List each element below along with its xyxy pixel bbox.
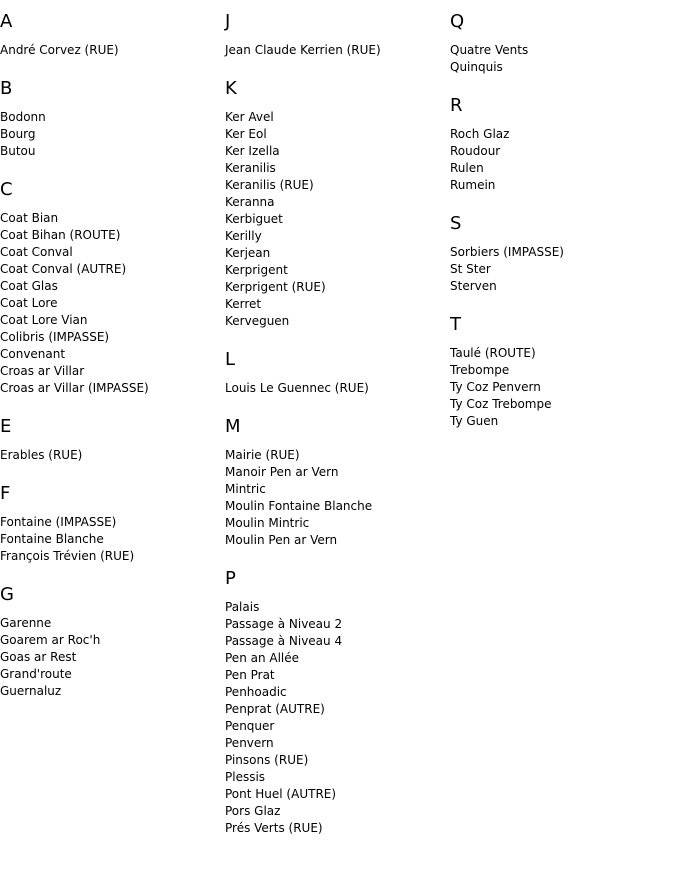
street-link[interactable]: Mintric — [225, 482, 266, 496]
street-link[interactable]: Coat Conval — [0, 245, 73, 259]
street-link[interactable]: Pont Huel (AUTRE) — [225, 787, 337, 801]
street-link[interactable]: Penquer — [225, 719, 275, 733]
street-link[interactable]: Roch Glaz — [450, 127, 510, 141]
street-link[interactable]: Manoir Pen ar Vern — [225, 465, 339, 479]
street-list — [0, 210, 220, 397]
street-link[interactable]: Fontaine (IMPASSE) — [0, 515, 117, 529]
street-list — [225, 42, 445, 59]
street-link[interactable]: Coat Lore — [0, 296, 58, 310]
letter-group — [450, 12, 670, 76]
street-link[interactable]: Pen an Allée — [225, 651, 300, 665]
letter-group — [0, 585, 220, 700]
street-link[interactable]: Mairie (RUE) — [225, 448, 300, 462]
street-link[interactable]: Passage à Niveau 2 — [225, 617, 343, 631]
street-link[interactable]: Moulin Pen ar Vern — [225, 533, 338, 547]
letter-group — [450, 315, 670, 430]
street-list — [450, 42, 670, 76]
street-link[interactable]: Plessis — [225, 770, 266, 784]
street-link[interactable]: André Corvez (RUE) — [0, 43, 119, 57]
letter-group — [225, 350, 445, 397]
letter-heading: L — [225, 349, 236, 370]
letter-heading: Q — [450, 11, 465, 32]
letter-heading: J — [225, 11, 231, 32]
letter-group — [0, 180, 220, 397]
letter-group — [0, 12, 220, 59]
street-link[interactable]: Ker Avel — [225, 110, 274, 124]
street-link[interactable]: Coat Bian — [0, 211, 59, 225]
street-link[interactable]: Keranilis (RUE) — [225, 178, 314, 192]
street-link[interactable]: Kerbiguet — [225, 212, 283, 226]
street-link[interactable]: Palais — [225, 600, 260, 614]
street-link[interactable]: Croas ar Villar — [0, 364, 85, 378]
street-link[interactable]: Erables (RUE) — [0, 448, 83, 462]
street-link[interactable]: Penvern — [225, 736, 274, 750]
street-link[interactable]: Moulin Fontaine Blanche — [225, 499, 373, 513]
street-link[interactable]: Pen Prat — [225, 668, 275, 682]
street-link[interactable]: Prés Verts (RUE) — [225, 821, 323, 835]
street-index-column — [0, 12, 220, 720]
street-link[interactable]: Passage à Niveau 4 — [225, 634, 343, 648]
street-link[interactable]: Kerprigent (RUE) — [225, 280, 326, 294]
street-link[interactable]: Ty Coz Penvern — [450, 380, 541, 394]
letter-heading: F — [0, 483, 11, 504]
letter-heading: C — [0, 179, 13, 200]
street-link[interactable]: Jean Claude Kerrien (RUE) — [225, 43, 381, 57]
street-link[interactable]: Croas ar Villar (IMPASSE) — [0, 381, 149, 395]
street-link[interactable]: Rumein — [450, 178, 496, 192]
street-link[interactable]: Kerprigent — [225, 263, 288, 277]
street-link[interactable]: Ker Izella — [225, 144, 280, 158]
street-link[interactable]: Kerjean — [225, 246, 271, 260]
letter-heading: K — [225, 78, 237, 99]
street-link[interactable]: Louis Le Guennec (RUE) — [225, 381, 369, 395]
street-link[interactable]: Coat Bihan (ROUTE) — [0, 228, 121, 242]
street-link[interactable]: Convenant — [0, 347, 66, 361]
street-link[interactable]: Kerret — [225, 297, 262, 311]
street-list — [225, 380, 445, 397]
street-link[interactable]: Ty Coz Trebompe — [450, 397, 552, 411]
street-link[interactable]: Colibris (IMPASSE) — [0, 330, 110, 344]
street-link[interactable]: Ty Guen — [450, 414, 499, 428]
street-link[interactable]: Penhoadic — [225, 685, 287, 699]
letter-heading: S — [450, 213, 462, 234]
street-index-column — [450, 12, 670, 450]
street-link[interactable]: Quinquis — [450, 60, 503, 74]
street-link[interactable]: Bodonn — [0, 110, 46, 124]
letter-group — [450, 214, 670, 295]
letter-heading: B — [0, 78, 13, 99]
street-link[interactable]: Sterven — [450, 279, 497, 293]
street-link[interactable]: St Ster — [450, 262, 491, 276]
street-list — [450, 244, 670, 295]
letter-heading: R — [450, 95, 463, 116]
street-link[interactable]: Grand'route — [0, 667, 72, 681]
street-list — [0, 447, 220, 464]
letter-heading: E — [0, 416, 12, 437]
street-list — [0, 615, 220, 700]
street-link[interactable]: Goas ar Rest — [0, 650, 77, 664]
street-link[interactable]: Coat Lore Vian — [0, 313, 88, 327]
street-link[interactable]: Pinsons (RUE) — [225, 753, 309, 767]
street-link[interactable]: Butou — [0, 144, 36, 158]
street-link[interactable]: Trebompe — [450, 363, 510, 377]
street-list — [450, 126, 670, 194]
street-link[interactable]: Fontaine Blanche — [0, 532, 104, 546]
street-link[interactable]: Bourg — [0, 127, 36, 141]
letter-heading: M — [225, 416, 241, 437]
street-link[interactable]: Kerveguen — [225, 314, 290, 328]
street-list — [225, 447, 445, 549]
street-list — [0, 109, 220, 160]
street-link[interactable]: Roudour — [450, 144, 501, 158]
letter-group — [0, 417, 220, 464]
letter-group — [0, 79, 220, 160]
street-link[interactable]: Keranilis — [225, 161, 276, 175]
street-link[interactable]: Penprat (AUTRE) — [225, 702, 325, 716]
street-list — [450, 345, 670, 430]
letter-group — [225, 569, 445, 837]
street-link[interactable]: Taulé (ROUTE) — [450, 346, 536, 360]
street-link[interactable]: Coat Glas — [0, 279, 58, 293]
street-link[interactable]: Goarem ar Roc'h — [0, 633, 101, 647]
letter-group — [450, 96, 670, 194]
street-index-column — [225, 12, 445, 857]
street-list — [225, 109, 445, 330]
letter-group — [225, 417, 445, 549]
street-link[interactable]: Kerilly — [225, 229, 262, 243]
letter-heading: P — [225, 568, 236, 589]
letter-heading: T — [450, 314, 461, 335]
street-link[interactable]: Coat Conval (AUTRE) — [0, 262, 127, 276]
street-link[interactable]: Pors Glaz — [225, 804, 281, 818]
street-list — [0, 42, 220, 59]
letter-group — [0, 484, 220, 565]
street-link[interactable]: Guernaluz — [0, 684, 62, 698]
street-link[interactable]: Garenne — [0, 616, 52, 630]
letter-group — [225, 12, 445, 59]
street-link[interactable]: Rulen — [450, 161, 484, 175]
letter-heading: G — [0, 584, 14, 605]
letter-group — [225, 79, 445, 330]
street-link[interactable]: François Trévien (RUE) — [0, 549, 135, 563]
street-link[interactable]: Ker Eol — [225, 127, 267, 141]
street-list — [225, 599, 445, 837]
letter-heading: A — [0, 11, 13, 32]
street-list — [0, 514, 220, 565]
street-link[interactable]: Moulin Mintric — [225, 516, 310, 530]
street-link[interactable]: Quatre Vents — [450, 43, 529, 57]
street-link[interactable]: Sorbiers (IMPASSE) — [450, 245, 564, 259]
street-link[interactable]: Keranna — [225, 195, 275, 209]
